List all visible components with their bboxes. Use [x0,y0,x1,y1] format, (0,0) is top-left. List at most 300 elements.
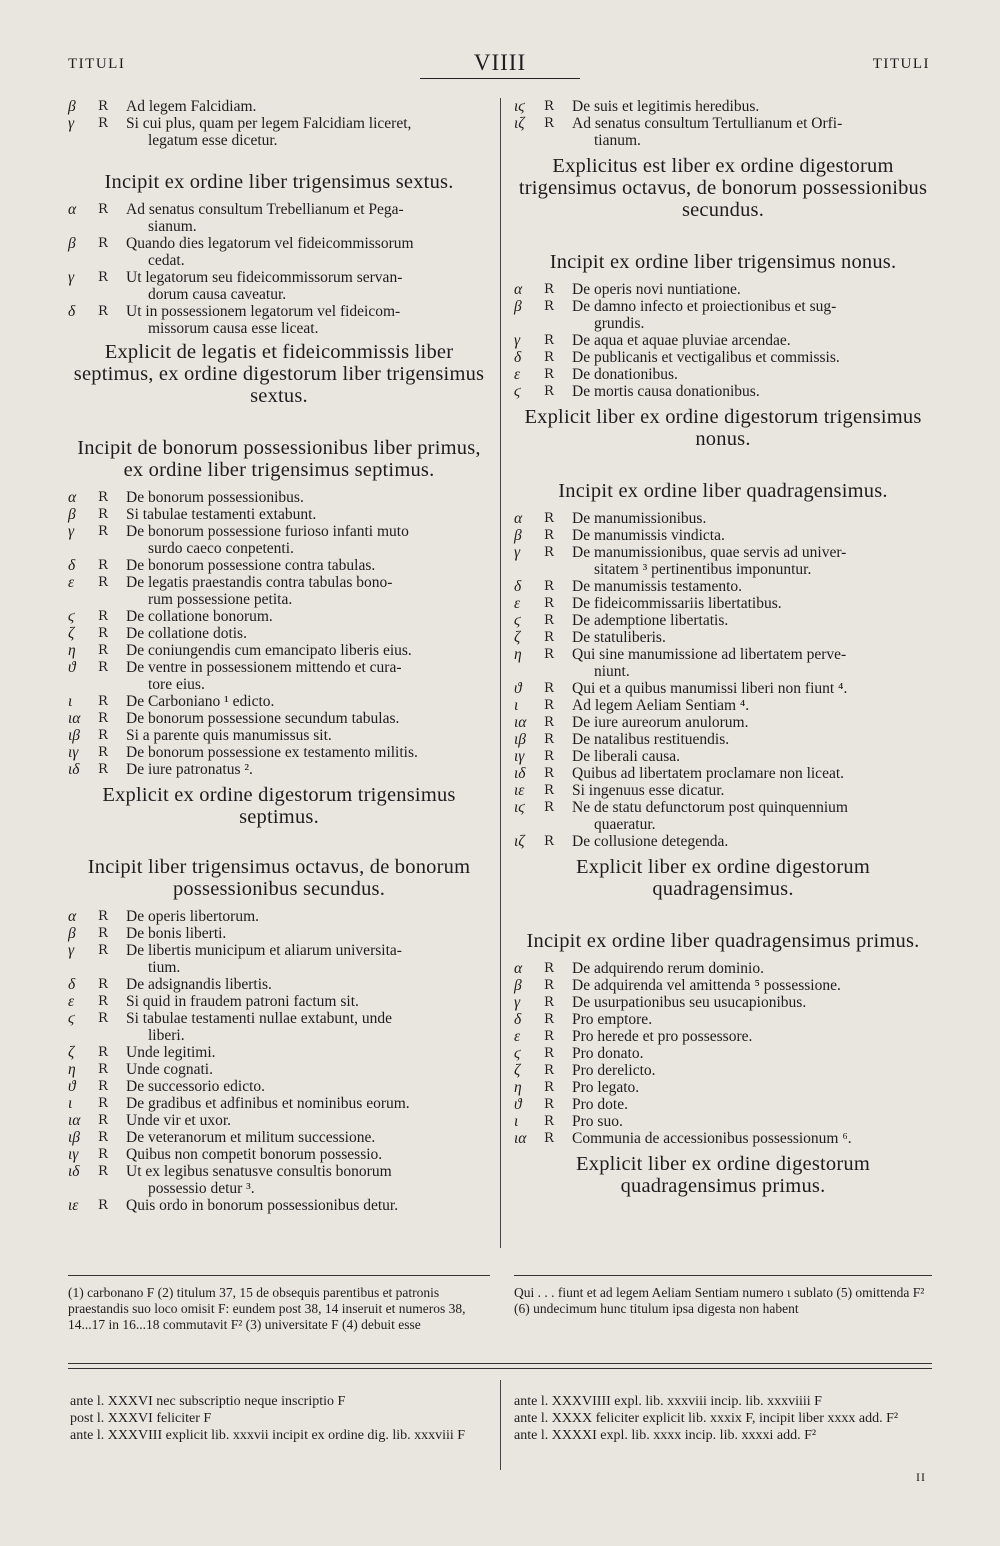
entry-text [572,1028,932,1045]
entry-number: γ [68,942,75,959]
entry-text [126,1163,490,1197]
entry-text [572,1045,932,1062]
entry-number: γ [514,994,521,1011]
entry-text [126,201,490,235]
entry-number: ε [514,595,521,612]
entry-line: De fideicommissariis libertatibus. [572,595,782,612]
rubric-mark: R [544,299,554,314]
entry-text [572,1011,932,1028]
entry-line: Quibus ad libertatem proclamare non liceat. [572,765,845,782]
entry-line: De bonorum possessione secundum tabulas. [126,710,400,727]
entry-continuation: dorum causa caveatur. [148,286,287,303]
apparatus-rule-top [68,1363,932,1364]
entry-number: ε [514,366,521,383]
entry-line: De mortis causa donationibus. [572,383,760,400]
rubric-mark: R [98,558,108,573]
entry-line: De bonorum possessione furioso infanti muto [126,523,409,540]
entry-text [126,1078,490,1095]
apparatus-line: ante l. XXXX feliciter explicit lib. xxxix F, incipit liber xxxx add. F² [514,1411,899,1426]
entry-number: δ [68,976,76,993]
entry-number: ιε [68,1197,79,1214]
rubric-mark: R [544,766,554,781]
rubric-mark: R [544,1046,554,1061]
rubric-mark: R [98,116,108,131]
entry-text [572,960,932,977]
entry-line: Si quid in fraudem patroni factum sit. [126,993,359,1010]
entry-line: Si ingenuus esse dicatur. [572,782,725,799]
entry-text [126,1044,490,1061]
rubric-mark: R [544,99,554,114]
entry-text [126,98,490,115]
title-entry [68,115,490,149]
entry-continuation: sitatem ³ pertinentibus imponuntur. [594,561,812,578]
rubric-mark: R [544,834,554,849]
entry-line: De bonorum possessione ex testamento militis. [126,744,418,761]
title-entry [514,527,932,544]
entry-text [572,1113,932,1130]
section-heading: Explicit liber ex ordine digestorum quadragensimus primus. [576,1153,870,1197]
rubric-mark: R [544,961,554,976]
rubric-mark: R [544,783,554,798]
entry-line: Ad legem Aeliam Sentiam ⁴. [572,697,750,714]
entry-text [126,925,490,942]
rubric-mark: R [98,1198,108,1213]
title-entry [68,523,490,557]
rubric-mark: R [98,660,108,675]
entry-number: δ [514,578,522,595]
title-entry [514,115,932,149]
entry-text [126,1146,490,1163]
rubric-mark: R [544,732,554,747]
entry-number: ζ [68,625,75,642]
rubric-mark: R [98,943,108,958]
entry-line: De aqua et aquae pluviae arcendae. [572,332,791,349]
entry-text [572,298,932,332]
rubric-mark: R [544,1097,554,1112]
entry-line: De suis et legitimis heredibus. [572,98,760,115]
rubric-mark: R [544,613,554,628]
entry-number: α [514,281,523,298]
title-entry [514,1062,932,1079]
left-column [68,98,490,1214]
entry-line: Ad legem Falcidiam. [126,98,257,115]
entry-line: Si tabulae testamenti extabunt. [126,506,317,523]
entry-line: Quando dies legatorum vel fideicommissorum [126,235,414,252]
entry-line: De Carboniano ¹ edicto. [126,693,275,710]
entry-line: Si cui plus, quam per legem Falcidiam liceret, [126,115,412,132]
entry-number: δ [514,349,522,366]
entry-text [572,612,932,629]
title-entry [514,98,932,115]
entry-text [126,235,490,269]
rubric-mark: R [98,762,108,777]
entry-continuation: surdo caeco conpetenti. [148,540,294,557]
title-entry [68,574,490,608]
rubric-mark: R [98,745,108,760]
rubric-mark: R [544,384,554,399]
entry-number: ια [514,714,527,731]
column-divider [500,98,501,1248]
section-heading: Explicit ex ordine digestorum trigensimus septimus. [102,784,456,828]
rubric-mark: R [98,1079,108,1094]
entry-continuation: liberi. [148,1027,185,1044]
rubric-mark: R [98,728,108,743]
title-entry [68,1061,490,1078]
entry-text [126,976,490,993]
entry-line: Si a parente quis manumissus sit. [126,727,332,744]
section-heading: Explicitus est liber ex ordine digestorum trigensimus octavus, de bonorum possessionibus secundus. [518,155,928,221]
entry-number: η [68,1061,76,1078]
rubric-mark: R [98,994,108,1009]
rubric-mark: R [98,202,108,217]
apparatus-line: ante l. XXXVI nec subscriptio neque inscriptio F [70,1394,346,1409]
entry-number: ιβ [68,727,81,744]
entry-number: β [68,506,76,523]
title-entry [68,659,490,693]
entry-line: De legatis praestandis contra tabulas bono- [126,574,393,591]
entry-number: ιδ [514,765,526,782]
entry-continuation: grundis. [594,315,645,332]
entry-number: δ [68,303,76,320]
title-entry [68,993,490,1010]
entry-number: ζ [514,1062,521,1079]
entry-text [572,629,932,646]
entry-line: Pro legato. [572,1079,640,1096]
section-heading: Explicit de legatis et fideicommissis liber septimus, ex ordine digestorum liber trigensimus sextus. [73,341,485,407]
entry-continuation: quaeratur. [594,816,656,833]
rubric-mark: R [98,236,108,251]
rubric-mark: R [544,1063,554,1078]
entry-text [572,1062,932,1079]
entry-number: ε [68,993,75,1010]
title-entry [514,578,932,595]
entry-text [126,523,490,557]
entry-line: Quis ordo in bonorum possessionibus detur. [126,1197,399,1214]
title-entry [514,366,932,383]
title-entry [514,994,932,1011]
entry-text [572,799,932,833]
title-entry [514,1130,932,1147]
title-entry [68,1129,490,1146]
title-entry [68,303,490,337]
rubric-mark: R [544,528,554,543]
entry-number: ι [514,1113,519,1130]
apparatus-line: ante l. XXXVIIII expl. lib. xxxviii incip. lib. xxxviiii F [514,1394,822,1409]
rubric-mark: R [544,282,554,297]
rubric-mark: R [544,630,554,645]
entry-line: De manumissionibus. [572,510,707,527]
entry-text [126,1129,490,1146]
entry-line: De bonorum possessione contra tabulas. [126,557,376,574]
entry-number: β [68,925,76,942]
entry-text [126,1095,490,1112]
title-entry [514,646,932,680]
rubric-mark: R [544,511,554,526]
entry-text [572,731,932,748]
title-entry [514,782,932,799]
entry-text [572,366,932,383]
entry-number: ε [514,1028,521,1045]
entry-number: ϑ [68,659,76,676]
entry-line: De bonis liberti. [126,925,227,942]
entry-line: Pro herede et pro possessore. [572,1028,753,1045]
title-entry [514,629,932,646]
title-entry [68,727,490,744]
rubric-mark: R [544,647,554,662]
rubric-mark: R [98,304,108,319]
apparatus-line: ante l. XXXXI expl. lib. xxxx incip. lib. xxxxi add. F² [514,1428,817,1443]
entry-continuation: missorum causa esse liceat. [148,320,319,337]
entry-text [126,693,490,710]
title-entry [68,744,490,761]
entry-text [572,349,932,366]
entry-number: γ [68,115,75,132]
entry-number: α [68,201,77,218]
entry-text [572,332,932,349]
title-entry [514,612,932,629]
entry-text [126,642,490,659]
entry-number: α [68,908,77,925]
title-entry [514,731,932,748]
entry-number: ϛ [514,612,521,629]
title-entry [514,748,932,765]
right-column [514,98,932,1205]
rubric-mark: R [98,507,108,522]
entry-text [126,942,490,976]
section-heading: Explicit liber ex ordine digestorum trigensimus nonus. [524,406,922,450]
entry-text [126,1061,490,1078]
entry-number: ι [68,693,73,710]
title-entry [68,506,490,523]
entry-continuation: cedat. [148,252,185,269]
entry-line: De statuliberis. [572,629,666,646]
section-heading: Incipit ex ordine liber trigensimus sextus. [104,171,454,193]
apparatus-divider [500,1380,501,1470]
entry-number: ιγ [68,1146,79,1163]
entry-line: Unde vir et uxor. [126,1112,232,1129]
entry-number: ιε [514,782,525,799]
rubric-mark: R [98,609,108,624]
entry-line: De natalibus restituendis. [572,731,730,748]
rubric-mark: R [98,1045,108,1060]
entry-number: δ [514,1011,522,1028]
rubric-mark: R [544,116,554,131]
entry-continuation: possessio detur ³. [148,1180,255,1197]
entry-continuation: niunt. [594,663,630,680]
entry-text [126,659,490,693]
entry-line: Pro emptore. [572,1011,653,1028]
entry-line: Ut ex legibus senatusve consultis bonorum [126,1163,392,1180]
entry-text [126,557,490,574]
entry-text [572,510,932,527]
title-entry [514,383,932,400]
title-entry [68,693,490,710]
entry-number: ιϛ [514,98,526,115]
entry-number: ιβ [68,1129,81,1146]
entry-line: Communia de accessionibus possessionum ⁶. [572,1130,852,1147]
entry-text [572,782,932,799]
rubric-mark: R [544,596,554,611]
entry-text [572,383,932,400]
title-entry [68,1197,490,1214]
entry-number: β [68,235,76,252]
title-entry [514,595,932,612]
entry-number: γ [514,332,521,349]
title-entry [514,765,932,782]
title-entry [514,977,932,994]
section-heading: Incipit liber trigensimus octavus, de bonorum possessionibus secundus. [87,856,471,900]
rubric-mark: R [544,995,554,1010]
entry-line: Unde cognati. [126,1061,213,1078]
rubric-mark: R [544,749,554,764]
entry-line: Unde legitimi. [126,1044,216,1061]
entry-text [572,115,932,149]
title-entry [68,269,490,303]
entry-line: De adquirenda vel amittenda ⁵ possessione. [572,977,841,994]
apparatus-rule-bottom [68,1368,932,1369]
entry-line: Pro donato. [572,1045,644,1062]
entry-line: De bonorum possessionibus. [126,489,304,506]
entry-line: De ademptione libertatis. [572,612,729,629]
entry-text [572,697,932,714]
entry-text [572,1096,932,1113]
rubric-mark: R [544,545,554,560]
rubric-mark: R [98,524,108,539]
rubric-mark: R [544,978,554,993]
rubric-mark: R [544,1080,554,1095]
apparatus-left [70,1393,490,1444]
entry-continuation: sianum. [148,218,197,235]
rubric-mark: R [544,333,554,348]
footnote-rule-left [68,1275,490,1276]
entry-number: α [68,489,77,506]
title-entry [514,1011,932,1028]
entry-text [126,489,490,506]
entry-text [572,281,932,298]
rubric-mark: R [98,99,108,114]
entry-line: Ad senatus consultum Trebellianum et Pega- [126,201,404,218]
entry-number: ϛ [514,1045,521,1062]
entry-number: α [514,960,523,977]
rubric-mark: R [98,575,108,590]
entry-text [572,994,932,1011]
rubric-mark: R [98,1164,108,1179]
entry-text [572,595,932,612]
entry-line: De donationibus. [572,366,678,383]
title-entry [68,1044,490,1061]
rubric-mark: R [544,681,554,696]
entry-text [572,544,932,578]
title-entry [514,799,932,833]
title-entry [514,349,932,366]
title-entry [68,1010,490,1044]
entry-text [572,1079,932,1096]
title-entry [68,608,490,625]
entry-number: ια [514,1130,527,1147]
entry-number: ιβ [514,731,527,748]
title-entry [514,1079,932,1096]
entry-text [126,710,490,727]
entry-line: De iure patronatus ². [126,761,253,778]
entry-line: De coniungendis cum emancipato liberis eius. [126,642,412,659]
entry-line: Qui et a quibus manumissi liberi non fiunt ⁴. [572,680,848,697]
entry-number: ζ [514,629,521,646]
footnotes-right: Qui . . . fiunt et ad legem Aeliam Sentiam numero ι sublato (5) omittenda F² (6) undecimum hunc titulum ipsa digesta non habent [514,1285,925,1316]
apparatus-line: post l. XXXVI feliciter F [70,1411,212,1426]
rubric-mark: R [544,579,554,594]
entry-text [572,977,932,994]
entry-line: Ad senatus consultum Tertullianum et Orfi- [572,115,843,132]
entry-number: ϑ [68,1078,76,1095]
entry-continuation: tore eius. [148,676,205,693]
header-rule [420,78,580,79]
section-heading: Incipit ex ordine liber quadragensimus. [558,480,888,502]
title-entry [68,1112,490,1129]
title-entry [514,697,932,714]
apparatus-right [514,1393,934,1444]
rubric-mark: R [544,715,554,730]
entry-continuation: legatum esse dicetur. [148,132,278,149]
rubric-mark: R [98,1113,108,1128]
entry-line: De gradibus et adfinibus et nominibus eorum. [126,1095,410,1112]
entry-line: Ut in possessionem legatorum vel fideicom- [126,303,401,320]
entry-number: ζ [68,1044,75,1061]
entry-line: Qui sine manumissione ad libertatem perve- [572,646,847,663]
entry-number: η [514,646,522,663]
entry-number: ιζ [514,833,525,850]
entry-text [126,625,490,642]
title-entry [514,1096,932,1113]
entry-line: De manumissis testamento. [572,578,743,595]
title-entry [68,625,490,642]
entry-line: Ut legatorum seu fideicommissorum servan- [126,269,403,286]
entry-text [572,646,932,680]
entry-line: De damno infecto et proiectionibus et sug- [572,298,837,315]
entry-text [126,993,490,1010]
entry-line: De ventre in possessionem mittendo et cura- [126,659,402,676]
entry-text [126,574,490,608]
entry-number: γ [68,523,75,540]
rubric-mark: R [544,1114,554,1129]
entry-line: De collatione bonorum. [126,608,273,625]
entry-line: De usurpationibus seu usucapionibus. [572,994,807,1011]
entry-text [572,578,932,595]
entry-number: ϛ [68,1010,75,1027]
entry-number: ια [68,710,81,727]
entry-number: β [514,527,522,544]
entry-number: ϑ [514,1096,522,1113]
rubric-mark: R [544,1012,554,1027]
title-entry [514,680,932,697]
entry-line: De adquirendo rerum dominio. [572,960,764,977]
title-entry [68,1095,490,1112]
rubric-mark: R [98,1011,108,1026]
entry-text [126,744,490,761]
rubric-mark: R [544,698,554,713]
entry-line: De operis novi nuntiatione. [572,281,741,298]
title-entry [514,1028,932,1045]
entry-number: ιζ [514,115,525,132]
footnote-rule-right [514,1275,932,1276]
entry-number: η [68,642,76,659]
entry-text [126,269,490,303]
rubric-mark: R [544,1029,554,1044]
title-entry [514,1113,932,1130]
title-entry [68,976,490,993]
title-entry [514,298,932,332]
entry-text [126,908,490,925]
title-entry [68,1163,490,1197]
